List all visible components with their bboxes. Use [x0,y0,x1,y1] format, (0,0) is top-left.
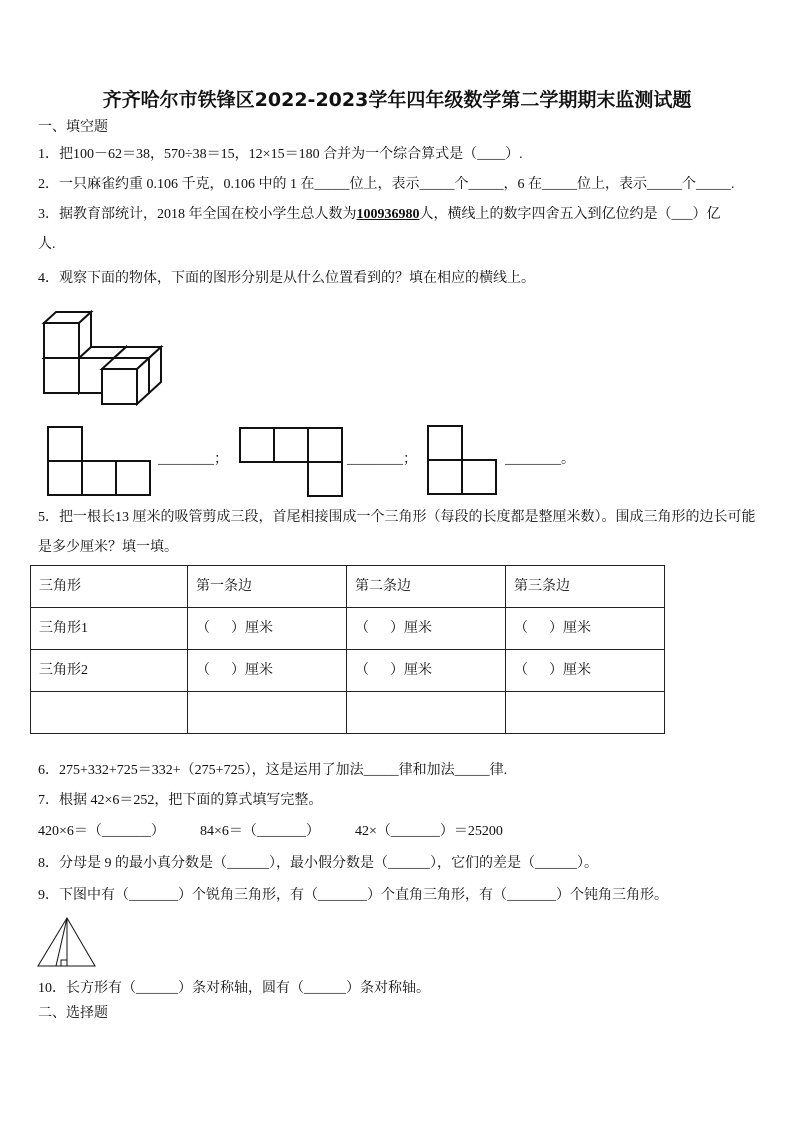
header-side-3: 第三条边 [506,566,665,608]
row-label: 三角形2 [31,650,188,692]
side-answer-cell: （ ）厘米 [506,650,665,692]
question-1: 1．把100－62＝38，570÷38＝15，12×15＝180 合并为一个综合算式是（____）. [38,147,523,162]
view-2-answer-blank: ________； [347,452,417,467]
question-5: 5．把一根长13 厘米的吸管剪成三段，首尾相接围成一个三角形（每段的长度都是整厘米数）。围成三角形的边长可能 [38,510,756,525]
table-row [31,650,665,692]
square [428,426,462,460]
side-answer-cell: （ ）厘米 [347,650,506,692]
question-3 [38,207,721,223]
question-5-continuation: 是多少厘米？填一填。 [38,540,178,555]
table-cell-empty [506,692,665,734]
question-4: 4．观察下面的物体，下面的图形分别是从什么位置看到的？填在相应的横线上。 [38,271,535,286]
row-label: 三角形1 [31,608,188,650]
table-cell-empty [31,692,188,734]
question-9: 9．下图中有（_______）个锐角三角形，有（_______）个直角三角形，有（_______）个钝角三角形。 [38,888,668,903]
question-7: 7．根据 42×6＝252，把下面的算式填写完整。 [38,793,323,808]
square [116,461,150,495]
side-answer-cell: （ ）厘米 [188,608,347,650]
side-answer-cell: （ ）厘米 [506,608,665,650]
header-side-1: 第一条边 [188,566,347,608]
view-shape-3 [426,424,498,496]
question-3-text-end: 人，横线上的数字四舍五入到亿位约是（___）亿 [419,207,721,222]
square [462,460,496,494]
triangle-sides-table [30,565,665,734]
inner-segment [56,918,67,966]
view-1-answer-blank: ________； [158,452,228,467]
square [308,462,342,496]
section-heading-fill-blank: 一、填空题 [38,120,108,135]
table-row [31,608,665,650]
triangle-figure [36,915,98,969]
square [48,427,82,461]
side-answer-cell: （ ）厘米 [188,650,347,692]
question-7-expression-1: 420×6＝（_______） [38,824,165,839]
question-3-text-start: 3．据教育部统计，2018 年全国在校小学生总人数为 [38,207,357,222]
section-heading-choice: 二、选择题 [38,1006,108,1021]
question-3-continuation: 人. [38,237,56,252]
table-row-empty [31,692,665,734]
table-cell-empty [347,692,506,734]
cube-top-left [44,312,91,358]
cube-front-right [102,358,149,404]
header-triangle: 三角形 [31,566,188,608]
question-10: 10．长方形有（______）条对称轴，圆有（______）条对称轴。 [38,981,430,996]
view-shape-1 [46,425,152,497]
stacked-cubes-figure [36,305,164,407]
square [240,428,274,462]
question-7-expression-2: 84×6＝（_______） [200,824,320,839]
side-answer-cell: （ ）厘米 [347,608,506,650]
question-6: 6．275+332+725＝332+（275+725），这是运用了加法_____律和加法_____律. [38,763,508,778]
exam-title: 齐齐哈尔市铁锋区2022-2023学年四年级数学第二学期期末监测试题 [102,89,692,111]
table-cell-empty [188,692,347,734]
question-8: 8．分母是 9 的最小真分数是（______），最小假分数是（______），它们的差是（______）。 [38,856,598,871]
underlined-number: 100936980 [356,207,420,222]
table-header-row [31,566,665,608]
header-side-2: 第二条边 [347,566,506,608]
view-shape-2 [238,426,344,498]
question-7-expression-3: 42×（_______）＝25200 [355,824,503,839]
right-angle-mark [61,960,67,966]
square [48,461,82,495]
question-2: 2．一只麻雀约重 0.106 千克，0.106 中的 1 在_____位上，表示_____个_____，6 在_____位上，表示_____个_____. [38,177,735,192]
view-3-answer-blank: ________。 [505,452,575,467]
square [274,428,308,462]
square [82,461,116,495]
square [428,460,462,494]
square [308,428,342,462]
